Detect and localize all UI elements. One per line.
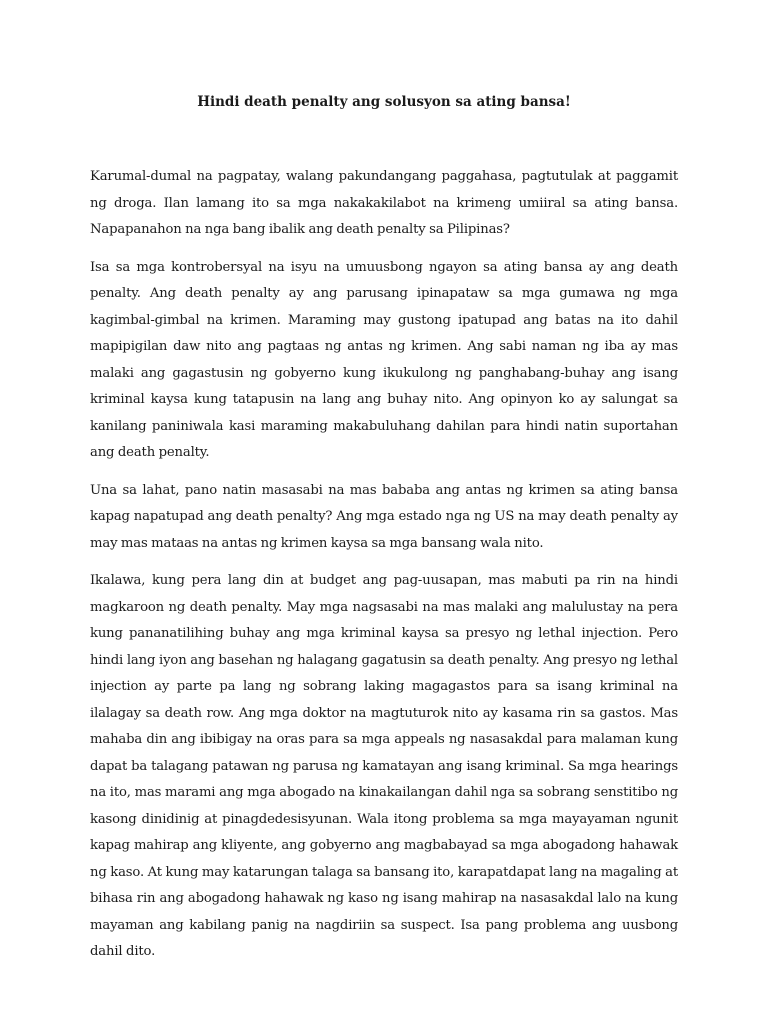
document-title: Hindi death penalty ang solusyon sa ating bansa! (197, 94, 571, 110)
document-body (90, 164, 678, 977)
paragraph-first-reason: Una sa lahat, pano natin masasabi na mas bababa ang antas ng krimen sa ating bansa kapag napatupad ang death penalty? Ang mga estado nga ng US na may death penalty ay may mas mataas na antas ng krimen kaysa sa mga bansang wala nito. (90, 482, 678, 551)
paragraph-second-reason: Ikalawa, kung pera lang din at budget ang pag-uusapan, mas mabuti pa rin na hindi magkaroon ng death penalty. May mga nagsasabi na mas malaki ang malulustay na pera kung pananatilihing buhay ang mga kriminal kaysa sa presyo ng lethal injection. Pero hindi lang iyon ang basehan ng halagang gagatusin sa death penalty. Ang presyo ng lethal injection ay parte pa lang ng sobrang laking magagastos para sa isang kriminal na ilalagay sa death row. Ang mga doktor na magtuturok nito ay kasama rin sa gastos. Mas mahaba din ang ibibigay na oras para sa mga appeals ng nasasakdal para malaman kung dapat ba talagang patawan ng parusa ng kamatayan ang isang kriminal. Sa mga hearings na ito, mas marami ang mga abogado na kinakailangan dahil nga sa sobrang senstitibo ng kasong dinidinig at pinagdedesisyunan. Wala itong problema sa mga mayayaman ngunit kapag mahirap ang kliyente, ang gobyerno ang magbabayad sa mga abogadong hahawak ng kaso. At kung may katarungan talaga sa bansang ito, karapatdapat lang na magaling at bihasa rin ang abogadong hahawak ng kaso ng isang mahirap na nasasakdal lalo na kung mayaman ang kabilang panig na nagdiriin sa suspect. Isa pang problema ang uusbong dahil dito. (90, 573, 678, 959)
paragraph-context: Isa sa mga kontrobersyal na isyu na umuusbong ngayon sa ating bansa ay ang death penalty. Ang death penalty ay ang parusang ipinapataw sa mga gumawa ng mga kagimbal-gimbal na krimen. Maraming may gustong ipatupad ang batas na ito dahil mapipigilan daw nito ang pagtaas ng antas ng krimen. Ang sabi naman ng iba ay mas malaki ang gagastusin ng gobyerno kung ikukulong ng panghabang-buhay ang isang kriminal kaysa kung tatapusin na lang ang buhay nito. Ang opinyon ko ay salungat sa kanilang paniniwala kasi maraming makabuluhang dahilan para hindi natin suportahan ang death penalty. (90, 259, 678, 460)
paragraph-intro: Karumal-dumal na pagpatay, walang pakundangang paggahasa, pagtutulak at paggamit ng droga. Ilan lamang ito sa mga nakakakilabot na krimeng umiiral sa ating bansa. Napapanahon na nga bang ibalik ang death penalty sa Pilipinas? (90, 169, 678, 237)
